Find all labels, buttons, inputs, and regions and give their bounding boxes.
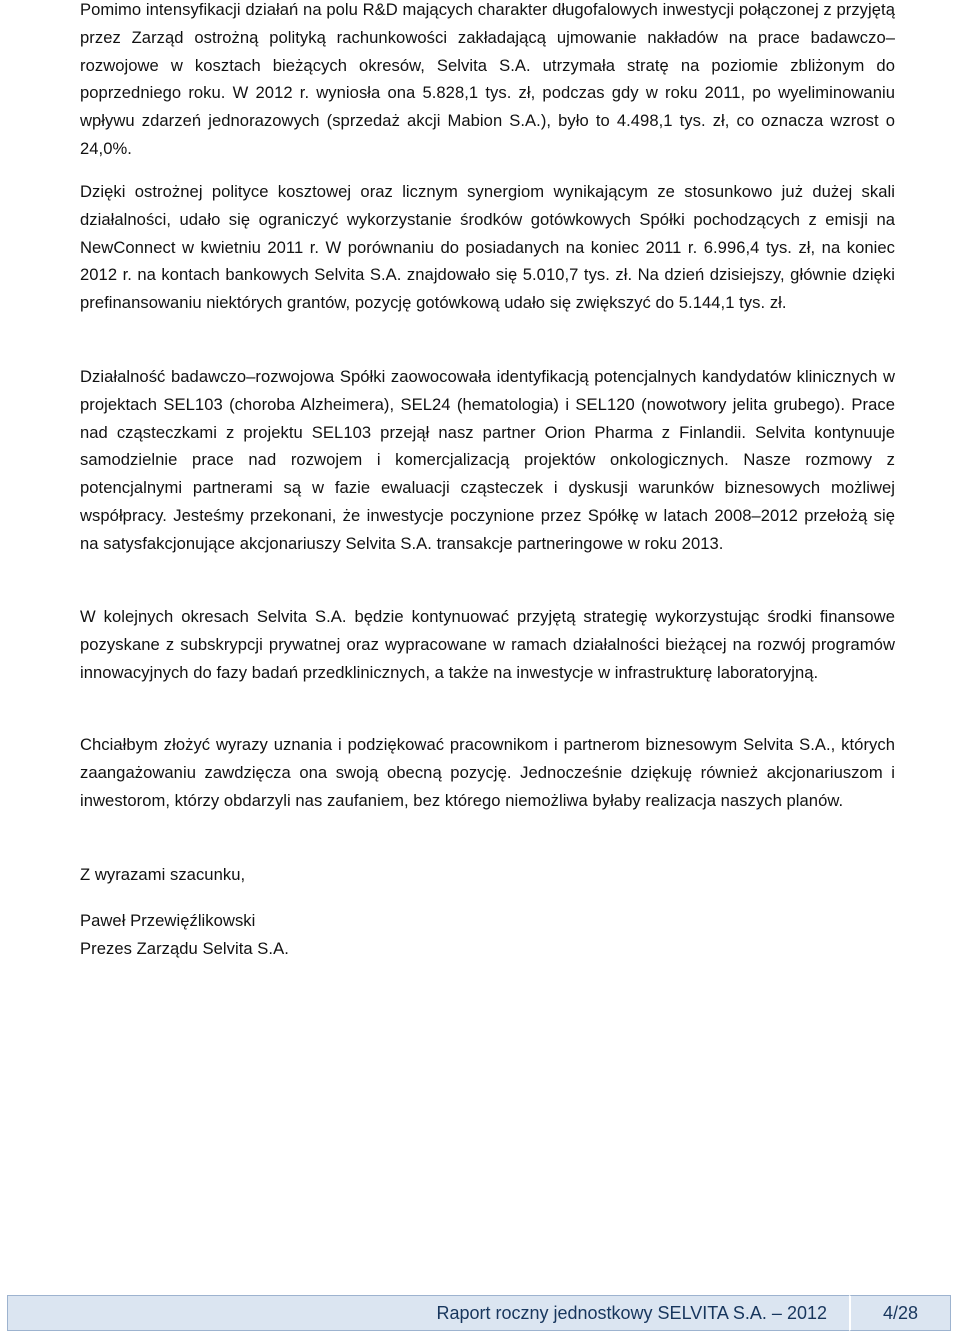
footer-page-box <box>849 1295 951 1331</box>
closing-line: Z wyrazami szacunku, <box>80 865 246 884</box>
footer-report-title: Raport roczny jednostkowy SELVITA S.A. – 2012 <box>436 1302 827 1323</box>
paragraph-research-projects: Działalność badawczo–rozwojowa Spółki zaowocowała identyfikacją potencjalnych kandydatów klinicznych w projektach SEL103 (choroba Alzheimera), SEL24 (hematologia) i SEL120 (nowotwory jelita grubego). Prace nad cząsteczkami z projektu SEL103 przejął nasz partner Orion Pharma z Finlandii. Selvita kontynuuje samodzielnie prace nad rozwojem i komercjalizacją projektów onkologicznych. Nasze rozmowy z potencjalnymi partnerami są w fazie ewaluacji cząsteczek i dyskusji warunków biznesowych możliwej współpracy. Jesteśmy przekonani, że inwestycje poczynione przez Spółkę w latach 2008–2012 przełożą się na satysfakcjonujące akcjonariuszy Selvita S.A. transakcje partneringowe w roku 2013. <box>80 367 895 553</box>
paragraph-cash-position: Dzięki ostrożnej polityce kosztowej oraz licznym synergiom wynikającym ze stosunkowo już dużej skali działalności, udało się ograniczyć wykorzystanie środków gotówkowych Spółki pochodzących z emisji na NewConnect w kwietniu 2011 r. W porównaniu do posiadanych na koniec 2011 r. 6.996,4 tys. zł, na koniec 2012 r. na kontach bankowych Selvita S.A. znajdowało się 5.010,7 tys. zł. Na dzień dzisiejszy, głównie dzięki prefinansowaniu niektórych grantów, pozycję gotówkową udało się zwiększyć do 5.144,1 tys. zł. <box>80 182 895 313</box>
signature-title: Prezes Zarządu Selvita S.A. <box>80 939 289 958</box>
paragraph-financial-result: Pomimo intensyfikacji działań na polu R&D mających charakter długofalowych inwestycji połączonej z przyjętą przez Zarząd ostrożną polityką rachunkowości zakładającą ujmowanie nakładów na prace badawczo–rozwojowe w kosztach bieżących okresów, Selvita S.A. utrzymała stratę na poziomie zbliżonym do poprzedniego roku. W 2012 r. wyniosła ona 5.828,1 tys. zł, podczas gdy w roku 2011, po wyeliminowaniu wpływu zdarzeń jednorazowych (sprzedaż akcji Mabion S.A.), było to 4.498,1 tys. zł, co oznacza wzrost o 24,0%. <box>80 0 895 158</box>
paragraph-acknowledgements: Chciałbym złożyć wyrazy uznania i podziękować pracownikom i partnerom biznesowym Selvita S.A., których zaangażowaniu zawdzięcza ona swoją obecną pozycję. Jednocześnie dziękuję również akcjonariuszom i inwestorom, którzy obdarzyli nas zaufaniem, bez którego niemożliwa byłaby realizacja naszych planów. <box>80 735 895 810</box>
page-number: 4/28 <box>882 1302 919 1323</box>
signature-name: Paweł Przewięźlikowski <box>80 911 256 930</box>
page-footer <box>7 1295 951 1331</box>
paragraph-strategy: W kolejnych okresach Selvita S.A. będzie kontynuować przyjętą strategię wykorzystując środki finansowe pozyskane z subskrypcji prywatnej oraz wypracowane w ramach działalności bieżącej na rozwój programów innowacyjnych do fazy badań przedklinicznych, a także na inwestycje w infrastrukturę laboratoryjną. <box>80 607 895 682</box>
footer-title-box <box>7 1295 849 1331</box>
